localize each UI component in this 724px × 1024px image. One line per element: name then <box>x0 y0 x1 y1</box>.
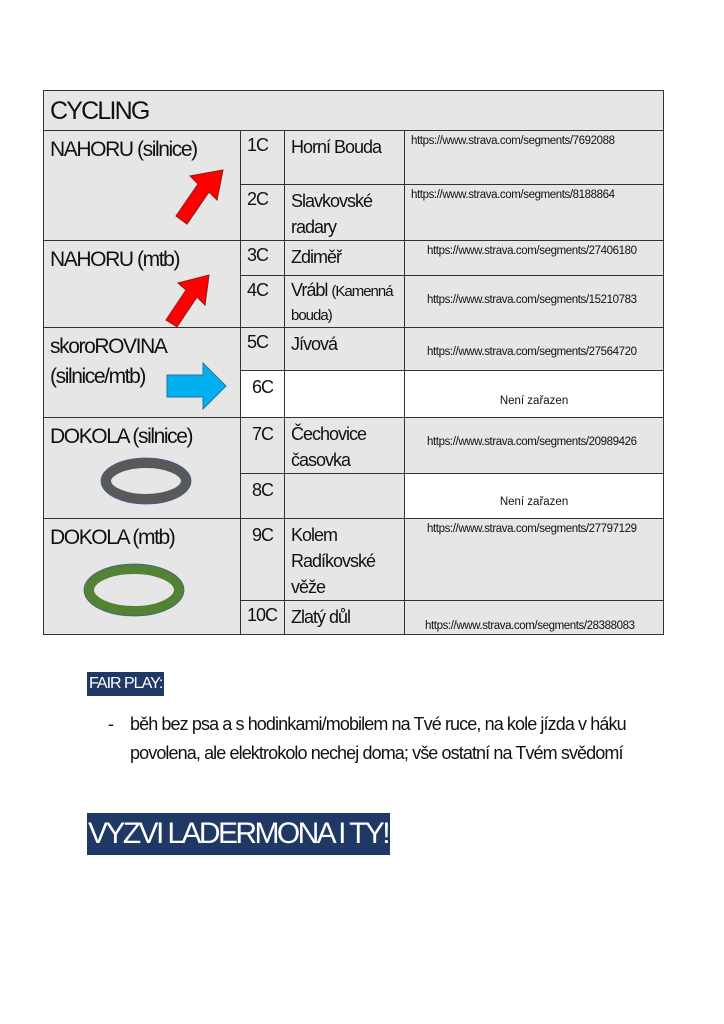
category-uphill-mtb <box>44 241 241 328</box>
segment-name: Slavkovské radary <box>285 185 405 241</box>
red-arrow-up-icon <box>171 168 227 226</box>
segment-link[interactable]: https://www.strava.com/segments/7692088 <box>405 131 664 185</box>
segment-link[interactable]: https://www.strava.com/segments/15210783 <box>405 276 664 328</box>
segment-name-note: (Kamenná bouda) <box>291 283 393 324</box>
bullet-dash: - <box>108 714 114 734</box>
segment-code: 8C <box>241 474 285 519</box>
green-ring-icon <box>82 561 186 619</box>
segment-code: 5C <box>241 328 285 371</box>
segment-link[interactable]: https://www.strava.com/segments/27797129 <box>405 519 664 601</box>
grey-ring-icon <box>99 456 193 506</box>
segment-link[interactable]: https://www.strava.com/segments/8188864 <box>405 185 664 241</box>
segment-code: 1C <box>241 131 285 185</box>
fair-play-badge: FAIR PLAY: <box>87 672 164 696</box>
segment-name: Zlatý důl <box>285 601 405 635</box>
category-label-line1: skoroROVINA <box>50 335 167 358</box>
segment-code: 2C <box>241 185 285 241</box>
segment-name <box>285 276 405 328</box>
category-loop-mtb <box>44 519 241 635</box>
blue-arrow-right-icon <box>166 362 228 410</box>
challenge-banner: VYZVI LADERMONA I TY! <box>87 813 390 855</box>
segment-link[interactable]: https://www.strava.com/segments/27564720 <box>405 328 664 371</box>
segment-link[interactable]: https://www.strava.com/segments/27406180 <box>405 241 664 276</box>
fair-play-text: běh bez psa a s hodinkami/mobilem na Tvé ruce, na kole jízda v háku povolena, ale elektrokolo nechej doma; vše ostatní na Tvém svědomí <box>130 714 626 763</box>
category-uphill-road <box>44 131 241 241</box>
category-label: DOKOLA (silnice) <box>50 425 193 448</box>
segment-code: 4C <box>241 276 285 328</box>
segment-code: 7C <box>241 418 285 474</box>
segment-name: Čechovice časovka <box>285 418 405 474</box>
category-label: DOKOLA (mtb) <box>50 526 175 549</box>
segment-code: 6C <box>241 371 285 418</box>
segment-status: Není zařazen <box>405 371 664 418</box>
segment-code: 10C <box>241 601 285 635</box>
category-label: NAHORU (silnice) <box>50 138 197 161</box>
segment-link[interactable]: https://www.strava.com/segments/28388083 <box>405 601 664 635</box>
segment-name: Zdiměř <box>285 241 405 276</box>
category-label: NAHORU (mtb) <box>50 248 180 271</box>
segment-name: Kolem Radíkovské věže <box>285 519 405 601</box>
table-title: CYCLING <box>44 91 664 131</box>
segment-name: Horní Bouda <box>285 131 405 185</box>
segment-name-main: Vrábl <box>291 280 328 300</box>
segment-status: Není zařazen <box>405 474 664 519</box>
segment-code: 9C <box>241 519 285 601</box>
category-loop-road <box>44 418 241 519</box>
segment-name <box>285 474 405 519</box>
segment-name <box>285 371 405 418</box>
segment-name: Jívová <box>285 328 405 371</box>
segment-code: 3C <box>241 241 285 276</box>
category-flat <box>44 328 241 418</box>
segment-link[interactable]: https://www.strava.com/segments/20989426 <box>405 418 664 474</box>
cycling-table <box>43 90 663 635</box>
category-label-line2: (silnice/mtb) <box>50 365 145 388</box>
red-arrow-up-icon <box>161 273 213 329</box>
